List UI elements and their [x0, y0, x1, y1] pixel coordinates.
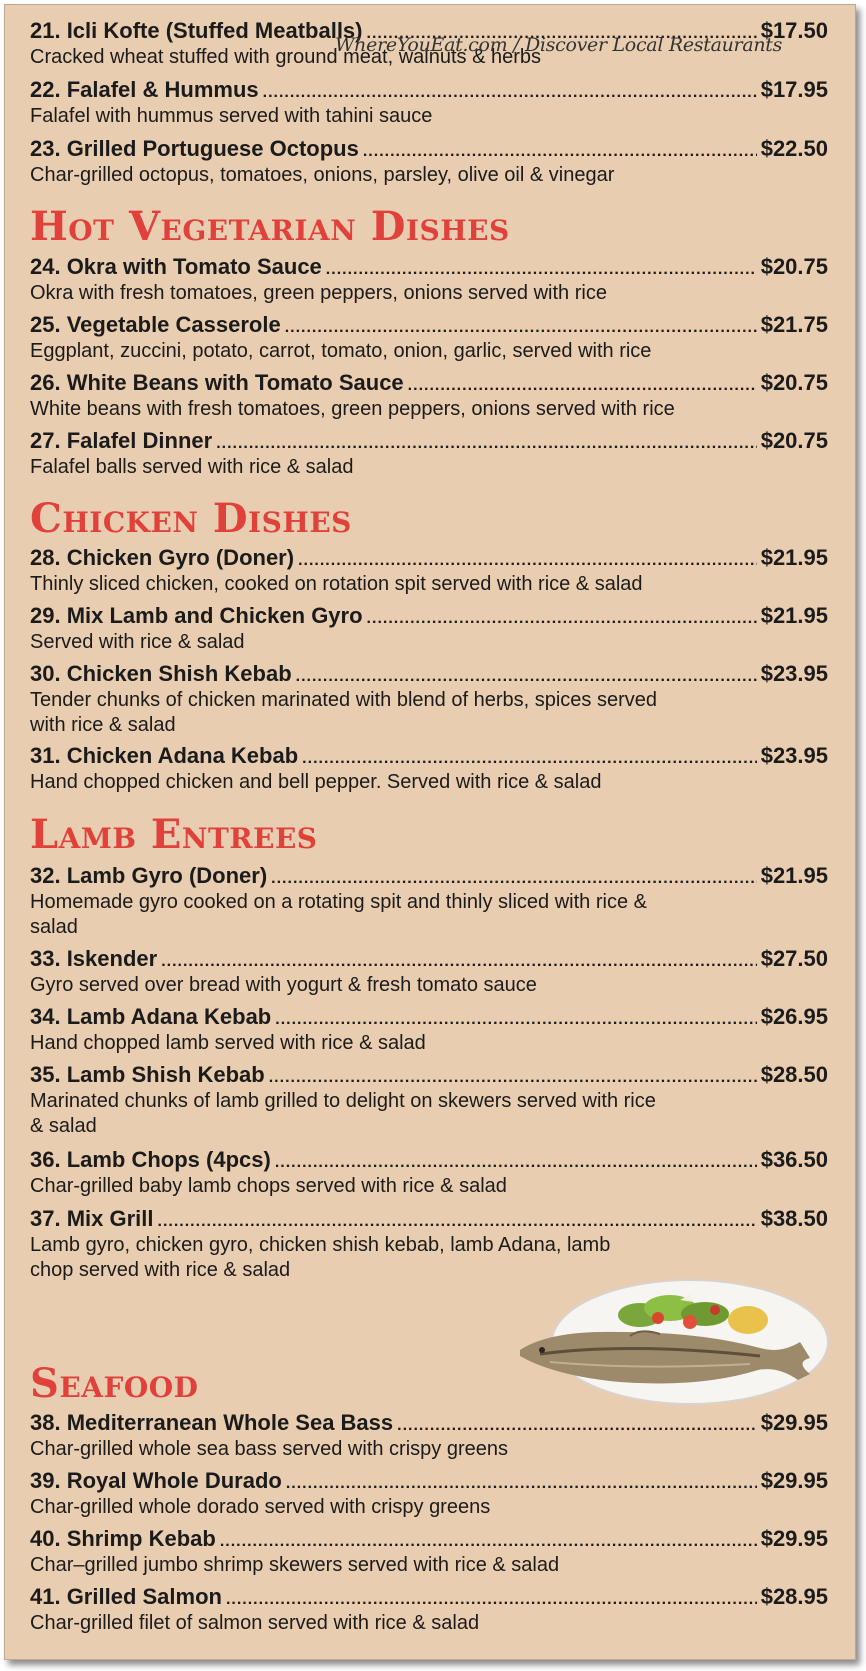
item-description: Char–grilled jumbo shrimp skewers served with rice & salad [30, 1554, 560, 1576]
menu-item [30, 862, 828, 940]
item-price: $23.95 [760, 743, 828, 768]
item-name: 22. Falafel & Hummus [30, 77, 259, 102]
section-title-chicken: Chicken Dishes [30, 495, 352, 542]
dot-leader [161, 948, 757, 975]
watermark: WhereYouEat.com / Discover Local Restaurants [335, 34, 783, 56]
dot-leader [298, 547, 757, 574]
menu-item [30, 135, 828, 188]
item-price: $20.75 [760, 428, 828, 453]
dot-leader [367, 605, 757, 632]
item-price: $21.95 [760, 545, 828, 570]
item-name: 21. Icli Kofte (Stuffed Meatballs) [30, 18, 363, 43]
item-description: Char-grilled whole dorado served with crispy greens [30, 1496, 491, 1518]
item-price: $17.50 [760, 18, 828, 43]
menu-item [30, 1003, 828, 1056]
dot-leader [302, 745, 757, 772]
menu-item [30, 945, 828, 998]
menu-item [30, 1467, 828, 1520]
dot-leader [158, 1208, 757, 1235]
item-name: 38. Mediterranean Whole Sea Bass [30, 1410, 394, 1435]
item-price: $36.50 [760, 1147, 828, 1172]
item-price: $29.95 [760, 1468, 828, 1493]
item-description: Tender chunks of chicken marinated with blend of herbs, spices served with rice & salad [30, 689, 658, 736]
menu-item [30, 660, 828, 738]
item-description: Lamb gyro, chicken gyro, chicken shish kebab, lamb Adana, lamb chop served with rice & salad [30, 1234, 611, 1281]
item-name: 31. Chicken Adana Kebab [30, 743, 299, 768]
menu-page [4, 4, 856, 1660]
item-price: $17.95 [760, 77, 828, 102]
item-price: $23.95 [760, 661, 828, 686]
item-description: Eggplant, zuccini, potato, carrot, tomato, onion, garlic, served with rice [30, 340, 652, 362]
dot-leader [296, 663, 757, 690]
dot-leader [275, 1006, 756, 1033]
dot-leader [220, 1528, 757, 1555]
item-price: $29.95 [760, 1410, 828, 1435]
section-title-vegetarian: Hot Vegetarian Dishes [30, 203, 510, 250]
item-description: Falafel balls served with rice & salad [30, 456, 354, 478]
item-name: 32. Lamb Gyro (Doner) [30, 863, 268, 888]
item-description: Char-grilled whole sea bass served with crispy greens [30, 1438, 508, 1460]
dot-leader [226, 1586, 757, 1613]
item-description: White beans with fresh tomatoes, green peppers, onions served with rice [30, 398, 675, 420]
item-description: Char-grilled octopus, tomatoes, onions, parsley, olive oil & vinegar [30, 164, 615, 186]
item-price: $26.95 [760, 1004, 828, 1029]
item-price: $22.50 [760, 136, 828, 161]
item-price: $27.50 [760, 946, 828, 971]
dot-leader [397, 1412, 757, 1439]
menu-item [30, 1409, 828, 1462]
section-title-seafood: Seafood [30, 1360, 199, 1407]
item-price: $21.95 [760, 863, 828, 888]
dot-leader [216, 430, 757, 457]
item-price: $28.95 [760, 1584, 828, 1609]
item-price: $20.75 [760, 370, 828, 395]
item-name: 29. Mix Lamb and Chicken Gyro [30, 603, 363, 628]
item-name: 40. Shrimp Kebab [30, 1526, 216, 1551]
item-price: $21.75 [760, 312, 828, 337]
item-name: 30. Chicken Shish Kebab [30, 661, 292, 686]
item-description: Okra with fresh tomatoes, green peppers, onions served with rice [30, 282, 607, 304]
item-description: Cracked wheat stuffed with ground meat, walnuts & herbs [30, 46, 542, 68]
dot-leader [286, 1470, 757, 1497]
item-name: 28. Chicken Gyro (Doner) [30, 545, 295, 570]
item-name: 41. Grilled Salmon [30, 1584, 222, 1609]
item-name: 34. Lamb Adana Kebab [30, 1004, 272, 1029]
menu-item [30, 427, 828, 480]
dot-leader [271, 865, 757, 892]
menu-item [30, 253, 828, 306]
menu-item [30, 742, 828, 795]
section-title-lamb: Lamb Entrees [30, 811, 318, 858]
dot-leader [269, 1064, 757, 1091]
item-description: Char-grilled baby lamb chops served with rice & salad [30, 1175, 507, 1197]
item-name: 33. Iskender [30, 946, 158, 971]
menu-item [30, 1525, 828, 1578]
dot-leader [263, 79, 757, 106]
item-description: Hand chopped lamb served with rice & salad [30, 1032, 426, 1054]
item-description: Char-grilled filet of salmon served with rice & salad [30, 1612, 480, 1634]
menu-item [30, 1061, 828, 1139]
item-price: $28.50 [760, 1062, 828, 1087]
dot-leader [326, 256, 757, 283]
item-name: 35. Lamb Shish Kebab [30, 1062, 265, 1087]
menu-item [30, 76, 828, 129]
item-description: Marinated chunks of lamb grilled to delight on skewers served with rice & salad [30, 1090, 656, 1137]
item-name: 36. Lamb Chops (4pcs) [30, 1147, 271, 1172]
item-name: 37. Mix Grill [30, 1206, 154, 1231]
menu-item [30, 602, 828, 655]
dot-leader [285, 314, 757, 341]
menu-item [30, 311, 828, 364]
item-description: Homemade gyro cooked on a rotating spit and thinly sliced with rice & salad [30, 891, 647, 938]
item-name: 39. Royal Whole Durado [30, 1468, 282, 1493]
menu-item [30, 544, 828, 597]
dot-leader [275, 1149, 757, 1176]
item-description: Served with rice & salad [30, 631, 245, 653]
item-price: $29.95 [760, 1526, 828, 1551]
item-name: 27. Falafel Dinner [30, 428, 213, 453]
menu-item [30, 369, 828, 422]
grilled-fish-plate-photo [510, 1270, 830, 1410]
dot-leader [363, 138, 757, 165]
menu-item [30, 1583, 828, 1636]
item-description: Falafel with hummus served with tahini sauce [30, 105, 433, 127]
item-name: 23. Grilled Portuguese Octopus [30, 136, 359, 161]
item-name: 26. White Beans with Tomato Sauce [30, 370, 404, 395]
item-name: 24. Okra with Tomato Sauce [30, 254, 322, 279]
dot-leader [408, 372, 757, 399]
item-description: Gyro served over bread with yogurt & fresh tomato sauce [30, 974, 537, 996]
item-name: 25. Vegetable Casserole [30, 312, 281, 337]
menu-item [30, 1146, 828, 1199]
item-description: Hand chopped chicken and bell pepper. Served with rice & salad [30, 771, 602, 793]
item-description: Thinly sliced chicken, cooked on rotation spit served with rice & salad [30, 573, 643, 595]
item-price: $38.50 [760, 1206, 828, 1231]
item-price: $21.95 [760, 603, 828, 628]
item-price: $20.75 [760, 254, 828, 279]
